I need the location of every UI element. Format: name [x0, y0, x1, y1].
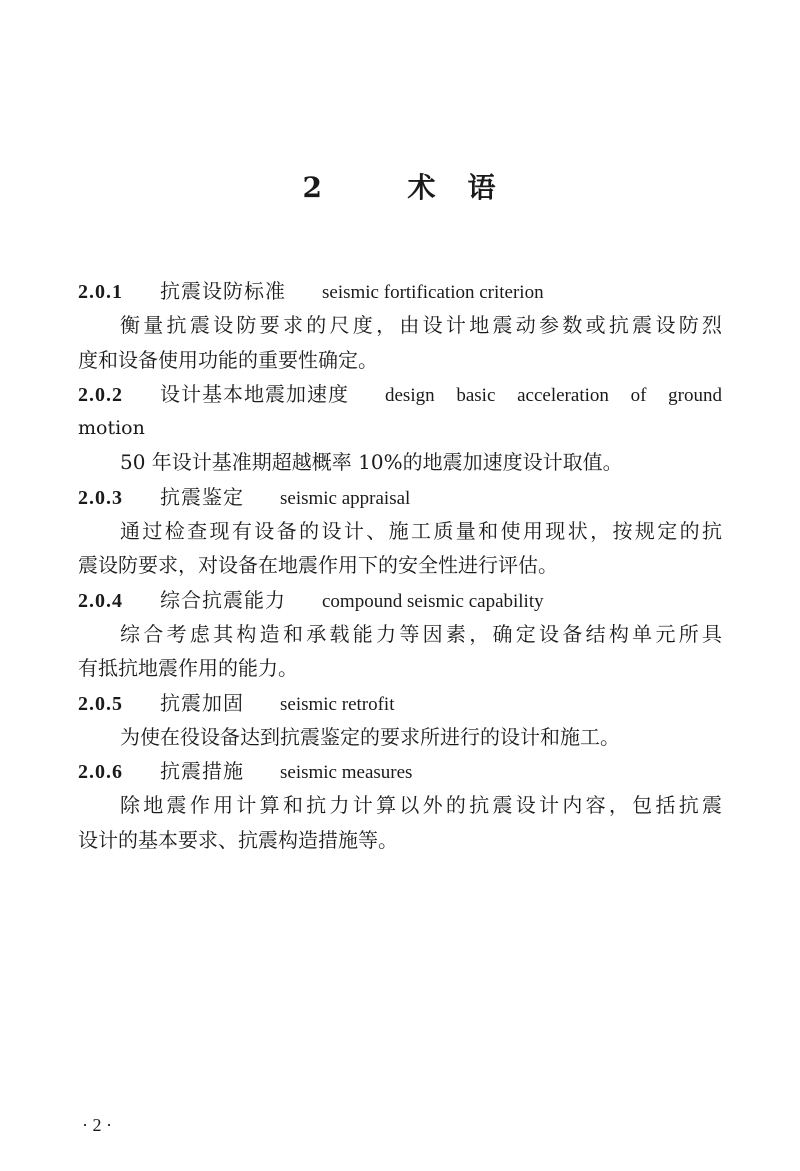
term-english: design basic acceleration of ground: [385, 384, 722, 406]
term-number: 2.0.6: [78, 761, 123, 784]
term-heading: [78, 377, 722, 411]
term-english: seismic fortification criterion: [322, 282, 544, 303]
term-chinese: 抗震措施: [160, 759, 244, 784]
term-chinese: 综合抗震能力: [160, 587, 286, 612]
definition-line: 50 年设计基准期超越概率 10%的地震加速度设计取值。: [120, 450, 623, 475]
term-number: 2.0.5: [78, 692, 123, 715]
terms-list: [78, 274, 722, 857]
term-number: 2.0.2: [78, 383, 123, 406]
term-chinese: 抗震设防标准: [160, 279, 286, 303]
term-number: 2.0.3: [78, 486, 123, 509]
definition-line: 震设防要求，对设备在地震作用下的安全性进行评估。: [78, 553, 558, 578]
definition-line: 设计的基本要求、抗震构造措施等。: [78, 827, 398, 852]
term-heading: [78, 754, 722, 788]
definition-line: 有抵抗地震作用的能力。: [78, 656, 298, 681]
term-english: seismic appraisal: [280, 487, 411, 509]
term-english: seismic measures: [280, 762, 413, 784]
term-english: seismic retrofit: [280, 693, 395, 715]
definition-line: 衡量抗震设防要求的尺度，由设计地震动参数或抗震设防烈: [120, 313, 722, 338]
term-heading: [78, 480, 722, 514]
chapter-heading: 术 语: [407, 171, 498, 204]
chapter-number: 2: [302, 171, 324, 204]
term-number: 2.0.4: [78, 589, 123, 612]
term-heading: [78, 583, 722, 617]
page-number: · 2 ·: [82, 1115, 112, 1135]
term-chinese: 抗震加固: [160, 690, 244, 715]
definition-line: 通过检查现有设备的设计、施工质量和使用现状，按规定的抗: [120, 519, 722, 544]
term-english-continued: motion: [78, 417, 145, 440]
definition-line: 除地震作用计算和抗力计算以外的抗震设计内容，包括抗震: [120, 793, 722, 818]
term-heading: [78, 274, 722, 308]
definition-line: 综合考虑其构造和承载能力等因素，确定设备结构单元所具: [120, 621, 722, 646]
term-chinese: 抗震鉴定: [160, 484, 244, 509]
term-english: compound seismic capability: [322, 590, 544, 612]
term-number: 2.0.1: [78, 281, 123, 303]
definition-line: 度和设备使用功能的重要性确定。: [78, 347, 378, 372]
term-chinese: 设计基本地震加速度: [160, 381, 349, 406]
term-heading: [78, 686, 722, 720]
definition-line: 为使在役设备达到抗震鉴定的要求所进行的设计和施工。: [120, 724, 620, 749]
chapter-title: [0, 166, 800, 206]
